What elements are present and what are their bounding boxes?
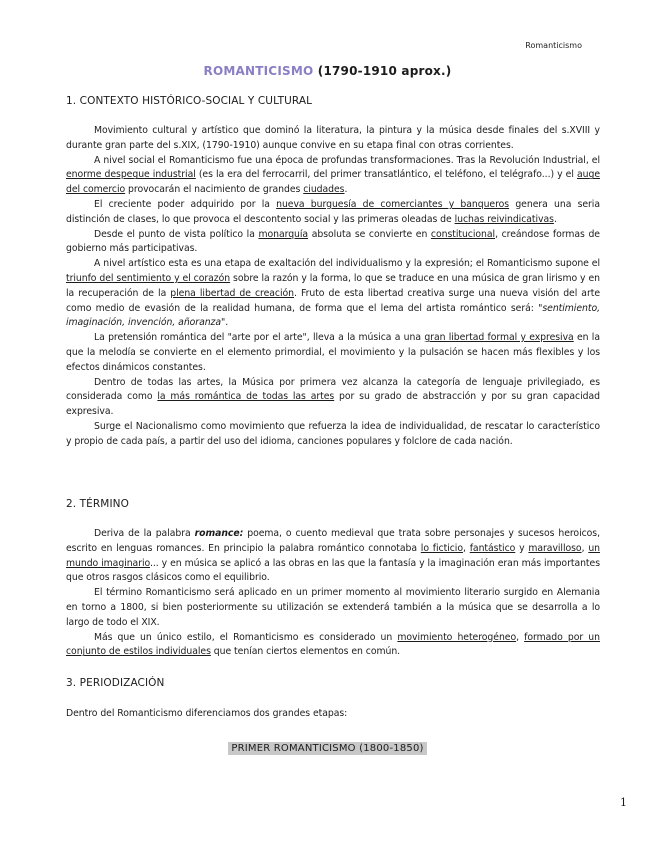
section-body-periodizacion: [66, 707, 600, 722]
running-header: Romanticismo: [525, 41, 582, 50]
title-dates: (1790-1910 aprox.): [317, 64, 452, 78]
page-number: 1: [620, 796, 627, 809]
paragraph: Surge el Nacionalismo como movimiento que refuerza la idea de individualidad, de rescatar lo característico y propio de cada país, a partir del uso del idioma, canciones populares y folclore de cada nación.: [66, 420, 600, 447]
paragraph: A nivel social el Romanticismo fue una época de profundas transformaciones. Tras la Revolución Industrial, el enorme despegue industrial (es la era del ferrocarril, del primer transatlántico, el teléfono, el telégrafo...) y el auge del comercio provocarán el nacimiento de grandes ciudades.: [66, 154, 600, 196]
section-heading-contexto: 1. CONTEXTO HISTÓRICO-SOCIAL Y CULTURAL: [66, 95, 313, 107]
stage-label: PRIMER ROMANTICISMO (1800-1850): [228, 742, 426, 755]
paragraph: La pretensión romántica del "arte por el arte", lleva a la música a una gran libertad formal y expresiva en la que la melodía se convierte en el elemento primordial, el movimiento y la pulsación se hacen más flexibles y los efectos dinámicos constantes.: [66, 332, 600, 373]
section-heading-termino: 2. TÉRMINO: [66, 498, 129, 510]
paragraph: Dentro del Romanticismo diferenciamos dos grandes etapas:: [66, 708, 348, 719]
section-heading-periodizacion: 3. PERIODIZACIÓN: [66, 677, 165, 689]
paragraph: El creciente poder adquirido por la nueva burguesía de comerciantes y banqueros genera una seria distinción de clases, lo que provoca el descontento social y las primeras oleadas de luchas reivindicativas.: [66, 198, 600, 225]
paragraph: Deriva de la palabra romance: poema, o cuento medieval que trata sobre personajes y sucesos heroicos, escrito en lenguas romances. En principio la palabra romántico connotaba lo ficticio, fantástico y maravilloso, un mundo imaginario... y en música se aplicó a las obras en las que la fantasía y la imaginación eran más importantes que otros rasgos clásicos como el equilibrio.: [66, 528, 600, 584]
title-main: ROMANTICISMO: [203, 64, 314, 78]
section-body-termino: [66, 527, 600, 660]
paragraph: Desde el punto de vista político la monarquía absoluta se convierte en constitucional, creándose formas de gobierno más participativas.: [66, 228, 600, 255]
document-title: [0, 64, 655, 78]
stage-heading-primer-romanticismo: [0, 736, 655, 755]
section-body-contexto: [66, 124, 600, 450]
paragraph: A nivel artístico esta es una etapa de exaltación del individualismo y la expresión; el Romanticismo supone el triunfo del sentimiento y el corazón sobre la razón y la forma, lo que se traduce en una música de gran lirismo y en la recuperación de la plena libertad de creación. Fruto de esta libertad creativa surge una nueva visión del arte como medio de evasión de la realidad humana, de forma que el lema del artista romántico será: "sentimiento, imaginación, invención, añoranza".: [66, 258, 600, 329]
paragraph: El término Romanticismo será aplicado en un primer momento al movimiento literario surgido en Alemania en torno a 1800, si bien posteriormente su utilización se extenderá también a la música que se desarrolla a lo largo de todo el XIX.: [66, 587, 600, 628]
paragraph: Dentro de todas las artes, la Música por primera vez alcanza la categoría de lenguaje privilegiado, es considerada como la más romántica de todas las artes por su grado de abstracción y por su gran capacidad expresiva.: [66, 376, 600, 418]
paragraph: Más que un único estilo, el Romanticismo es considerado un movimiento heterogéneo, formado por un conjunto de estilos individuales que tenían ciertos elementos en común.: [66, 631, 600, 658]
paragraph: Movimiento cultural y artístico que dominó la literatura, la pintura y la música desde finales del s.XVIII y durante gran parte del s.XIX, (1790-1910) aunque convive en su etapa final con otras corrientes.: [66, 125, 600, 151]
